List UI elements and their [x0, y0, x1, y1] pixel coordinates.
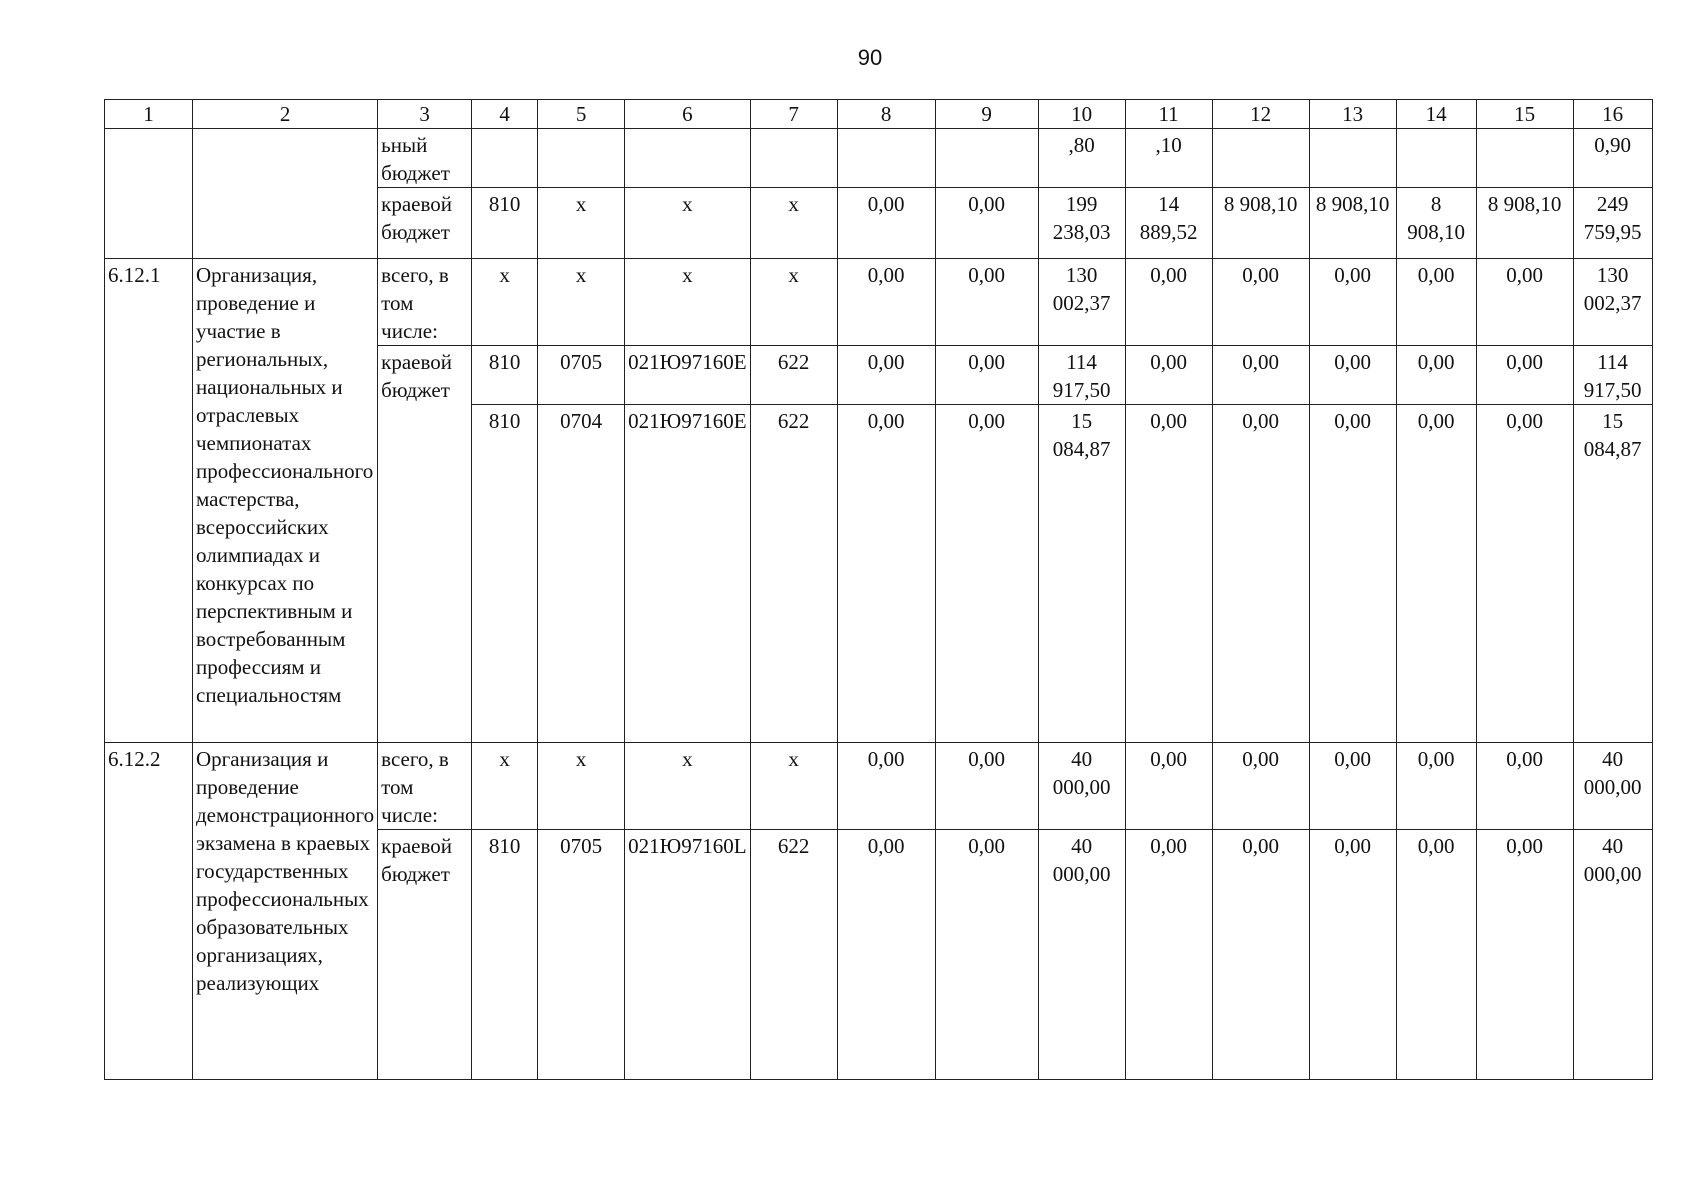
- table-cell: 810: [472, 405, 538, 743]
- header-cell: 8: [837, 100, 935, 129]
- table-cell: 0,00: [1309, 743, 1396, 830]
- budget-table: [104, 99, 1653, 1080]
- table-cell: 40 000,00: [1038, 743, 1125, 830]
- table-cell: 40 000,00: [1038, 830, 1125, 1080]
- header-cell: 4: [472, 100, 538, 129]
- table-cell: x: [472, 743, 538, 830]
- table-cell: x: [625, 259, 750, 346]
- table-cell: [1396, 129, 1476, 188]
- table-cell: 622: [750, 346, 837, 405]
- section-title: Организация, проведение и участие в региональных, национальных и отраслевых чемпионатах профессионального мастерства, всероссийских олимпиадах и конкурсах по перспективным и востребованным профессиям и специальностям: [193, 259, 378, 743]
- table-cell: 810: [472, 830, 538, 1080]
- table-cell: 0,00: [1396, 259, 1476, 346]
- source-cell: всего, в том числе:: [378, 259, 472, 346]
- table-cell: [1309, 129, 1396, 188]
- table-cell: 0,00: [837, 830, 935, 1080]
- header-row: [105, 100, 1653, 129]
- code-cell: [105, 129, 193, 259]
- source-cell: ьный бюджет: [378, 129, 472, 188]
- table-cell: 0,00: [935, 259, 1038, 346]
- table-cell: 0,00: [1396, 830, 1476, 1080]
- table-cell: 0704: [538, 405, 625, 743]
- section-code: 6.12.2: [105, 743, 193, 1080]
- table-cell: 0,00: [1125, 259, 1212, 346]
- header-cell: 3: [378, 100, 472, 129]
- table-cell: 021Ю97160Е: [625, 405, 750, 743]
- header-cell: 12: [1212, 100, 1309, 129]
- table-cell: 0,00: [935, 405, 1038, 743]
- source-cell: краевой бюджет: [378, 188, 472, 259]
- table-cell: 0,00: [1476, 743, 1573, 830]
- table-cell: x: [625, 188, 750, 259]
- table-cell: 0,00: [1212, 346, 1309, 405]
- table-cell: 0,00: [935, 188, 1038, 259]
- table-cell: 0,00: [1212, 830, 1309, 1080]
- table-cell: 40 000,00: [1573, 830, 1652, 1080]
- table-cell: 0,00: [837, 188, 935, 259]
- table-cell: 0,00: [837, 259, 935, 346]
- table-cell: 0,00: [1476, 405, 1573, 743]
- header-cell: 5: [538, 100, 625, 129]
- table-cell: 0,00: [1396, 743, 1476, 830]
- source-cell: краевой бюджет: [378, 830, 472, 1080]
- section-title: Организация и проведение демонстрационного экзамена в краевых государственных профессиональных образовательных организациях, реализующих: [193, 743, 378, 1080]
- source-cell: краевой бюджет: [378, 346, 472, 743]
- table-cell: 0,90: [1573, 129, 1652, 188]
- table-cell: 8 908,10: [1476, 188, 1573, 259]
- header-cell: 1: [105, 100, 193, 129]
- table-cell: 0,00: [1212, 405, 1309, 743]
- table-cell: 14 889,52: [1125, 188, 1212, 259]
- header-cell: 10: [1038, 100, 1125, 129]
- table-cell: x: [538, 188, 625, 259]
- table-cell: 0,00: [935, 830, 1038, 1080]
- header-cell: 2: [193, 100, 378, 129]
- section-code: 6.12.1: [105, 259, 193, 743]
- table-cell: x: [472, 259, 538, 346]
- table-cell: 0,00: [1396, 405, 1476, 743]
- table-cell: 0,00: [1309, 259, 1396, 346]
- table-cell: x: [750, 743, 837, 830]
- table-cell: [935, 129, 1038, 188]
- table-cell: x: [750, 259, 837, 346]
- header-cell: 14: [1396, 100, 1476, 129]
- table-cell: 0705: [538, 830, 625, 1080]
- table-cell: 130 002,37: [1573, 259, 1652, 346]
- table-cell: 0,00: [1476, 259, 1573, 346]
- table-cell: 40 000,00: [1573, 743, 1652, 830]
- source-cell: всего, в том числе:: [378, 743, 472, 830]
- table-cell: ,80: [1038, 129, 1125, 188]
- table-cell: x: [625, 743, 750, 830]
- table-cell: 249 759,95: [1573, 188, 1652, 259]
- table-cell: [837, 129, 935, 188]
- table-cell: 0,00: [1125, 830, 1212, 1080]
- table-cell: 0,00: [837, 743, 935, 830]
- table-cell: 0705: [538, 346, 625, 405]
- table-cell: x: [538, 259, 625, 346]
- table-cell: 8 908,10: [1396, 188, 1476, 259]
- table-cell: 114 917,50: [1573, 346, 1652, 405]
- table-cell: ,10: [1125, 129, 1212, 188]
- table-cell: x: [538, 743, 625, 830]
- table-cell: [472, 129, 538, 188]
- table-cell: 0,00: [1212, 743, 1309, 830]
- table-cell: [1212, 129, 1309, 188]
- table-cell: 021Ю97160Е: [625, 346, 750, 405]
- page-number: 90: [857, 45, 883, 70]
- table-cell: [750, 129, 837, 188]
- header-cell: 11: [1125, 100, 1212, 129]
- table-cell: 114 917,50: [1038, 346, 1125, 405]
- table-cell: 199 238,03: [1038, 188, 1125, 259]
- table-cell: 0,00: [935, 743, 1038, 830]
- table-cell: 0,00: [1476, 830, 1573, 1080]
- table-cell: 622: [750, 405, 837, 743]
- table-cell: 0,00: [1309, 346, 1396, 405]
- table-cell: 810: [472, 188, 538, 259]
- table-cell: 15 084,87: [1038, 405, 1125, 743]
- table-cell: 8 908,10: [1309, 188, 1396, 259]
- header-cell: 16: [1573, 100, 1652, 129]
- table-cell: 0,00: [1476, 346, 1573, 405]
- table-cell: 810: [472, 346, 538, 405]
- table-row: [105, 743, 1653, 830]
- table-cell: 0,00: [837, 405, 935, 743]
- table-cell: 0,00: [1309, 830, 1396, 1080]
- header-cell: 15: [1476, 100, 1573, 129]
- table-cell: x: [750, 188, 837, 259]
- table-cell: 0,00: [1309, 405, 1396, 743]
- table-cell: [538, 129, 625, 188]
- table-cell: 0,00: [1125, 743, 1212, 830]
- table-cell: 0,00: [1396, 346, 1476, 405]
- table-cell: 0,00: [1212, 259, 1309, 346]
- table-cell: [1476, 129, 1573, 188]
- table-cell: 8 908,10: [1212, 188, 1309, 259]
- header-cell: 7: [750, 100, 837, 129]
- table-row: [105, 129, 1653, 188]
- table-cell: 0,00: [935, 346, 1038, 405]
- table-cell: 021Ю97160L: [625, 830, 750, 1080]
- title-cell: [193, 129, 378, 259]
- table-cell: [625, 129, 750, 188]
- table-cell: 130 002,37: [1038, 259, 1125, 346]
- table-cell: 0,00: [837, 346, 935, 405]
- table-cell: 622: [750, 830, 837, 1080]
- table-cell: 15 084,87: [1573, 405, 1652, 743]
- table-cell: 0,00: [1125, 346, 1212, 405]
- header-cell: 9: [935, 100, 1038, 129]
- header-cell: 6: [625, 100, 750, 129]
- table-row: [105, 259, 1653, 346]
- header-cell: 13: [1309, 100, 1396, 129]
- table-cell: 0,00: [1125, 405, 1212, 743]
